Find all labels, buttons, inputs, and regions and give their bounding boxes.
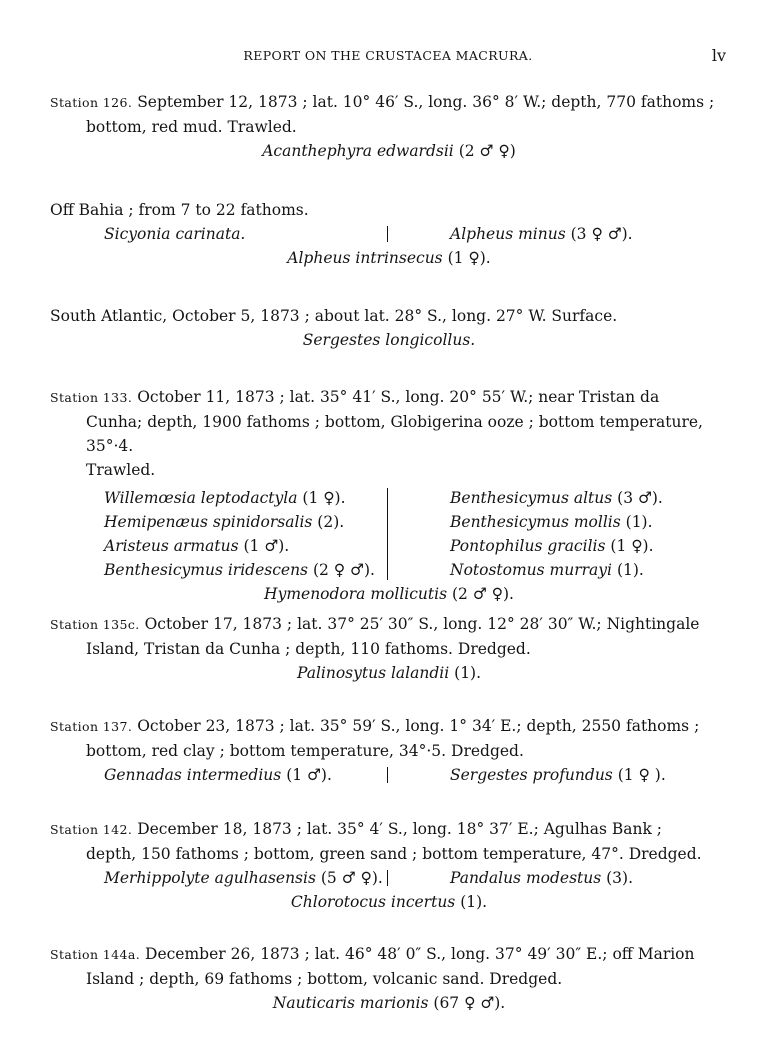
station-description: [50, 817, 728, 866]
species-centered: [50, 661, 728, 685]
station-label: Station 144a.: [50, 947, 141, 962]
species-name: Aristeus armatus: [104, 537, 239, 555]
species-item: [104, 534, 375, 558]
station-entry-126: [50, 90, 728, 163]
specimen-count: (1 ♂).: [286, 766, 332, 784]
species-centered: [50, 328, 728, 352]
species-item: [104, 222, 245, 246]
description-line: December 26, 1873 ; lat. 46° 48′ 0″ S., long. 37° 49′ 30″ E.; off Marion: [145, 945, 695, 963]
species-name: Merhippolyte agulhasensis: [104, 869, 316, 887]
species-name: Benthesicymus mollis: [450, 513, 621, 531]
species-two-column: [50, 763, 728, 787]
species-item: [104, 510, 375, 534]
species-name: Pontophilus gracilis: [450, 537, 606, 555]
species-centered: [50, 139, 728, 163]
species-item: [450, 222, 633, 246]
station-entry-142: [50, 817, 728, 914]
specimen-count: (1 ♀).: [302, 489, 346, 507]
specimen-count: (2 ♀ ♂).: [312, 561, 375, 579]
species-two-column: [50, 866, 728, 890]
column-divider: [387, 488, 388, 580]
page-header: [0, 46, 776, 70]
species-item: [104, 558, 375, 582]
specimen-count: (3 ♂).: [617, 489, 663, 507]
species-centered: [50, 890, 728, 914]
description-line: October 23, 1873 ; lat. 35° 59′ S., long. 1° 34′ E.; depth, 2550 fathoms ;: [137, 717, 700, 735]
station-entry-144a: [50, 942, 728, 1015]
species-item: [450, 534, 663, 558]
page-number: lv: [711, 46, 726, 65]
description-line: bottom, red mud. Trawled.: [86, 118, 297, 136]
species-name: Benthesicymus iridescens: [104, 561, 309, 579]
specimen-count: (2 ♂ ♀).: [451, 585, 514, 603]
station-entry-133: [50, 385, 728, 606]
species-item: [450, 763, 666, 787]
species-name: Pandalus modestus: [450, 869, 602, 887]
species-name: Sergestes longicollus.: [302, 331, 476, 349]
specimen-count: (2).: [317, 513, 345, 531]
specimen-count: (1).: [460, 893, 488, 911]
specimen-count: (1 ♀ ).: [617, 766, 666, 784]
species-item: [450, 510, 663, 534]
species-name: Benthesicymus altus: [450, 489, 613, 507]
column-divider: [387, 870, 388, 886]
species-name: Palinosytus lalandii: [296, 664, 450, 682]
locality-entry-south-atlantic: [50, 304, 728, 352]
species-item: [303, 328, 475, 352]
species-name: Alpheus minus: [450, 225, 566, 243]
species-name: Chlorotocus incertus: [290, 893, 456, 911]
description-line: December 18, 1873 ; lat. 35° 4′ S., long. 18° 37′ E.; Agulhas Bank ;: [137, 820, 663, 838]
species-two-column-list: [50, 486, 728, 582]
species-name: Gennadas intermedius: [104, 766, 282, 784]
specimen-count: (1 ♂).: [243, 537, 290, 555]
locality-entry-off-bahia: [50, 198, 728, 270]
specimen-count: (3).: [606, 869, 634, 887]
species-item: [262, 139, 516, 163]
species-name: Hemipenæus spinidorsalis: [104, 513, 313, 531]
station-entry-137: [50, 714, 728, 787]
species-name: Notostomus murrayi: [450, 561, 612, 579]
locality-description: South Atlantic, October 5, 1873 ; about lat. 28° S., long. 27° W. Surface.: [50, 307, 618, 325]
description-line: October 11, 1873 ; lat. 35° 41′ S., long. 20° 55′ W.; near Tristan da: [137, 388, 660, 406]
station-entry-135c: [50, 612, 728, 685]
column-divider: [387, 226, 388, 242]
species-item: [104, 763, 332, 787]
description-line: Island ; depth, 69 fathoms ; bottom, volcanic sand. Dredged.: [86, 970, 563, 988]
description-line: Island, Tristan da Cunha ; depth, 110 fathoms. Dredged.: [86, 640, 531, 658]
locality-description: Off Bahia ; from 7 to 22 fathoms.: [50, 201, 309, 219]
species-item: [450, 866, 633, 890]
species-name: Willemœsia leptodactyla: [104, 489, 298, 507]
species-column-right: [450, 486, 663, 582]
species-item: [297, 661, 481, 685]
species-item: [273, 991, 505, 1015]
specimen-count: (3 ♀ ♂).: [570, 225, 633, 243]
station-label: Station 135c.: [50, 617, 140, 632]
species-name: Nauticaris marionis: [272, 994, 429, 1012]
description-line: Cunha; depth, 1900 fathoms ; bottom, Globigerina ooze ; bottom temperature, 35°·4.: [86, 413, 703, 455]
species-two-column: [50, 222, 728, 246]
specimen-count: (1).: [454, 664, 482, 682]
station-description: [50, 385, 728, 482]
species-centered: [50, 582, 728, 606]
species-name: Acanthephyra edwardsii: [262, 142, 454, 160]
description-line: Trawled.: [86, 461, 156, 479]
running-title: REPORT ON THE CRUSTACEA MACRURA.: [243, 48, 533, 63]
species-item: [291, 890, 487, 914]
species-item: [450, 486, 663, 510]
column-divider: [387, 767, 388, 783]
species-item: [104, 866, 383, 890]
species-name: Sergestes profundus: [450, 766, 613, 784]
species-item: [450, 558, 663, 582]
station-label: Station 137.: [50, 719, 133, 734]
station-label: Station 142.: [50, 822, 133, 837]
specimen-count: (2 ♂ ♀): [458, 142, 516, 160]
species-name: Sicyonia carinata.: [104, 225, 246, 243]
specimen-count: (1 ♀).: [610, 537, 654, 555]
species-name: Hymenodora mollicutis: [264, 585, 448, 603]
specimen-count: (1).: [616, 561, 644, 579]
species-item: [287, 246, 490, 270]
species-item: [264, 582, 514, 606]
station-label: Station 133.: [50, 390, 133, 405]
species-centered: [50, 991, 728, 1015]
species-column-left: [104, 486, 375, 582]
station-description: [50, 714, 728, 763]
station-description: [50, 612, 728, 661]
description-line: October 17, 1873 ; lat. 37° 25′ 30″ S., long. 12° 28′ 30″ W.; Nightingale: [144, 615, 700, 633]
specimen-count: (1).: [625, 513, 653, 531]
description-line: depth, 150 fathoms ; bottom, green sand ; bottom temperature, 47°. Dredged.: [86, 845, 702, 863]
specimen-count: (67 ♀ ♂).: [433, 994, 506, 1012]
species-name: Alpheus intrinsecus: [287, 249, 443, 267]
species-item: [104, 486, 375, 510]
station-description: [50, 942, 728, 991]
description-line: September 12, 1873 ; lat. 10° 46′ S., long. 36° 8′ W.; depth, 770 fathoms ;: [137, 93, 715, 111]
species-centered: [50, 246, 728, 270]
description-line: bottom, red clay ; bottom temperature, 34°·5. Dredged.: [86, 742, 524, 760]
station-label: Station 126.: [50, 95, 133, 110]
specimen-count: (1 ♀).: [447, 249, 491, 267]
station-description: [50, 90, 728, 139]
specimen-count: (5 ♂ ♀).: [320, 869, 383, 887]
